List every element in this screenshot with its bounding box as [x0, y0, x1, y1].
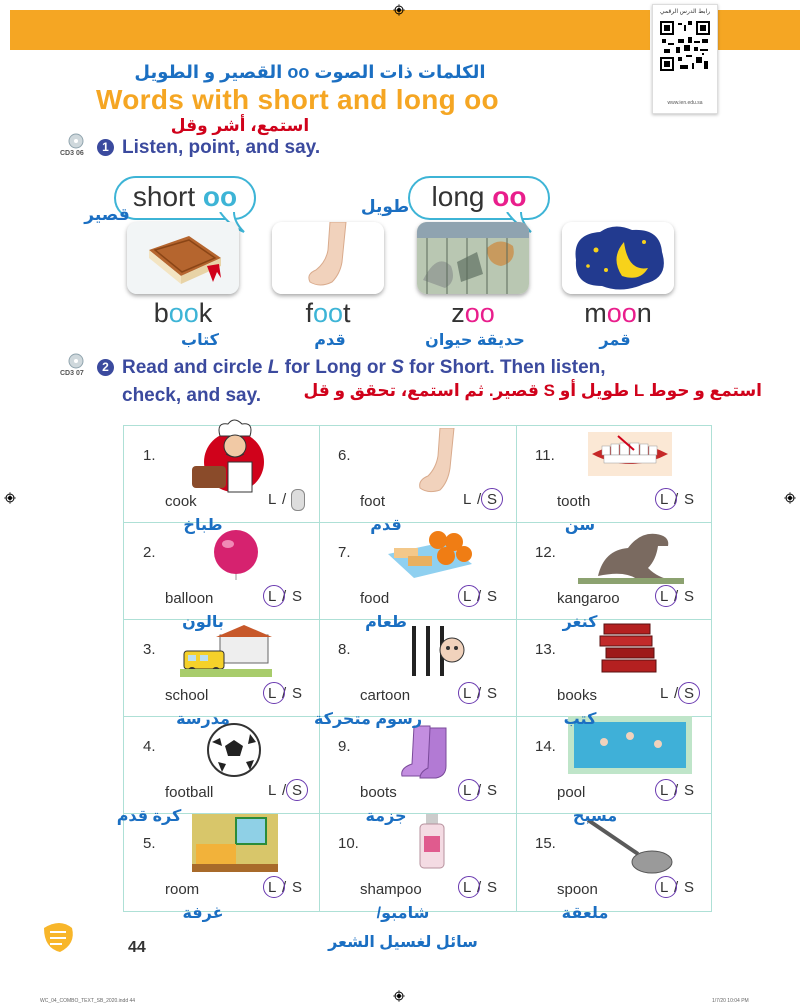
exercise1-instruction: Listen, point, and say.: [122, 137, 321, 158]
item-word: spoon: [557, 881, 598, 898]
choice-group: [263, 491, 323, 513]
choice-short[interactable]: S: [487, 782, 498, 799]
choice-long[interactable]: L: [463, 491, 472, 508]
footer-file: WC_04_COMBO_TEXT_SB_2020.indd 44: [40, 998, 136, 1004]
boots-icon: [400, 724, 458, 782]
item-arabic: كتب: [563, 711, 597, 728]
item-arabic: بالون: [182, 614, 224, 631]
exercise2-arabic: استمع و حوط L طويل أو S قصير. ثم استمع، تحقق و قل: [303, 381, 762, 400]
answer-circle-long: [655, 488, 677, 510]
item-word: books: [557, 687, 598, 704]
word-foot-oo: oo: [312, 298, 344, 328]
item-number: 11.: [535, 447, 555, 464]
word-foot-arabic: قدم: [314, 332, 346, 349]
choice-short[interactable]: S: [684, 588, 695, 605]
ex2-text-L: L: [267, 357, 280, 378]
item-word: room: [165, 881, 200, 898]
item-number: 14.: [535, 738, 556, 755]
choice-group: [655, 685, 715, 707]
choice-slash: /: [674, 782, 679, 799]
choice-short[interactable]: S: [684, 782, 695, 799]
choice-slash: /: [282, 491, 287, 508]
choice-short[interactable]: S: [684, 491, 695, 508]
header-bar-right: [718, 10, 800, 50]
choice-group: [458, 782, 518, 804]
choice-long[interactable]: L: [268, 588, 277, 605]
choice-slash: /: [282, 879, 287, 896]
book-picture: [127, 222, 239, 294]
answer-circle-short: [291, 489, 305, 511]
qr-label: رابط الدرس الرقمي: [659, 9, 711, 15]
choice-long[interactable]: L: [463, 782, 472, 799]
football-icon: [206, 722, 262, 778]
item-arabic: طعام: [365, 614, 407, 631]
choice-short[interactable]: S: [292, 879, 303, 896]
books-icon: [598, 620, 660, 678]
qr-code-icon[interactable]: [660, 21, 710, 71]
qr-url: www.ien.edu.sa: [667, 100, 703, 106]
item-word: pool: [557, 784, 586, 801]
choice-slash: /: [477, 782, 482, 799]
cd-track-1: CD3 06: [60, 150, 84, 157]
choice-short[interactable]: S: [487, 588, 498, 605]
word-moon-pre: m: [584, 298, 607, 328]
choice-slash: /: [674, 491, 679, 508]
registration-mark-icon: [393, 4, 405, 16]
footer-date: 1/7/20 10:04 PM: [712, 998, 749, 1004]
word-book-post: k: [198, 298, 213, 328]
choice-short[interactable]: S: [487, 685, 498, 702]
choice-long[interactable]: L: [268, 782, 277, 799]
item-number: 3.: [143, 641, 156, 658]
answer-circle-short: [481, 488, 503, 510]
item-word: school: [165, 687, 209, 704]
word-zoo-pre: z: [451, 298, 465, 328]
registration-mark-icon: [4, 492, 16, 504]
answer-circle-long: [458, 876, 480, 898]
word-zoo-oo: oo: [464, 298, 495, 328]
answer-circle-long: [263, 682, 285, 704]
choice-slash: /: [674, 588, 679, 605]
bubble-long-text: long: [431, 181, 493, 212]
qr-code-box[interactable]: [652, 4, 718, 114]
ex2-text-c: for Short. Then listen,: [403, 357, 606, 378]
item-word: tooth: [557, 493, 591, 510]
answer-circle-long: [655, 876, 677, 898]
item-arabic: غرفة: [182, 905, 224, 922]
cd-icon[interactable]: [68, 353, 84, 369]
item-number: 5.: [143, 835, 156, 852]
choice-short[interactable]: S: [684, 879, 695, 896]
choice-group: [458, 685, 518, 707]
choice-slash: /: [674, 879, 679, 896]
item-word: football: [165, 784, 214, 801]
item-number: 10.: [338, 835, 359, 852]
item-word: kangaroo: [557, 590, 620, 607]
answer-circle-long: [458, 779, 480, 801]
item-number: 13.: [535, 641, 556, 658]
item-number: 9.: [338, 738, 351, 755]
cd-track-2: CD3 07: [60, 370, 84, 377]
item-number: 6.: [338, 447, 351, 464]
item-number: 8.: [338, 641, 351, 658]
zoo-icon: [417, 222, 529, 294]
choice-group: [458, 879, 518, 901]
item-number: 2.: [143, 544, 156, 561]
word-foot-pre: f: [305, 298, 313, 328]
exercise2-instruction-line2: check, and say.: [122, 385, 262, 406]
moon-icon: [562, 222, 674, 294]
word-book-arabic: كتاب: [181, 332, 219, 349]
choice-group: [458, 491, 518, 513]
item-arabic: سن: [564, 517, 596, 534]
cd-icon[interactable]: [68, 133, 84, 149]
book-logo-icon: [40, 914, 76, 954]
foot-small-icon: [414, 428, 468, 498]
word-zoo: [413, 298, 533, 329]
answer-circle-short: [286, 779, 308, 801]
book-icon: [127, 222, 239, 294]
ex2-text-a: Read and circle: [122, 357, 268, 378]
word-foot: [268, 298, 388, 329]
page-title: Words with short and long oo: [96, 84, 499, 115]
choice-group: [655, 782, 715, 804]
item-word: cartoon: [360, 687, 411, 704]
answer-circle-long: [655, 585, 677, 607]
choice-long[interactable]: L: [660, 782, 669, 799]
choice-slash: /: [282, 685, 287, 702]
balloon-icon: [208, 528, 264, 580]
choice-long[interactable]: L: [660, 879, 669, 896]
header-bar: [10, 10, 650, 50]
page-number: 44: [128, 939, 146, 956]
word-foot-post: t: [343, 298, 351, 328]
item-number: 15.: [535, 835, 556, 852]
bubble-short-text: short: [132, 181, 203, 212]
choice-long[interactable]: L: [660, 588, 669, 605]
item-arabic: مسبح: [572, 808, 618, 825]
choice-group: [458, 588, 518, 610]
choice-long[interactable]: L: [660, 685, 669, 702]
choice-slash: /: [477, 685, 482, 702]
moon-picture: [562, 222, 674, 294]
choice-short[interactable]: S: [684, 685, 695, 702]
item-word: shampoo: [360, 881, 422, 898]
choice-slash: /: [282, 782, 287, 799]
item-word: foot: [360, 493, 386, 510]
word-book-pre: b: [153, 298, 169, 328]
answer-circle-long: [458, 585, 480, 607]
choice-long[interactable]: L: [268, 491, 277, 508]
item-arabic: شامبو/: [376, 905, 430, 922]
answer-circle-long: [263, 876, 285, 898]
bubble-long-arabic: طويل: [360, 197, 410, 216]
word-moon-post: n: [636, 298, 652, 328]
choice-slash: /: [674, 685, 679, 702]
item-arabic: رسوم متحركة: [313, 711, 423, 728]
choice-group: [263, 879, 323, 901]
choice-long[interactable]: L: [660, 491, 669, 508]
bubble-short-arabic: قصير: [84, 205, 130, 224]
item-arabic: ملعقة: [561, 905, 609, 922]
ex2-text-S: S: [391, 357, 404, 378]
bubble-long-oo-text: oo: [492, 181, 527, 212]
foot-icon: [272, 222, 384, 294]
choice-slash: /: [477, 588, 482, 605]
item-number: 7.: [338, 544, 351, 561]
item-number: 4.: [143, 738, 156, 755]
bubble-short-oo-text: oo: [202, 181, 238, 212]
answer-circle-long: [458, 682, 480, 704]
school-icon: [180, 625, 272, 679]
item-arabic: قدم: [370, 517, 402, 534]
choice-short[interactable]: S: [292, 588, 303, 605]
item-word: boots: [360, 784, 397, 801]
choice-slash: /: [282, 588, 287, 605]
registration-mark-icon: [393, 990, 405, 1002]
choice-long[interactable]: L: [463, 588, 472, 605]
item-arabic: مدرسة: [176, 711, 230, 728]
word-moon-arabic: قمر: [599, 332, 631, 349]
exercise2-instruction-line1: [122, 357, 606, 379]
zoo-picture: [417, 222, 529, 294]
room-icon: [192, 814, 278, 872]
choice-long[interactable]: L: [268, 685, 277, 702]
choice-short[interactable]: S: [487, 879, 498, 896]
choice-short[interactable]: S: [487, 491, 498, 508]
item-arabic: كرة قدم: [116, 808, 182, 825]
choice-group: [655, 588, 715, 610]
word-book: [123, 298, 243, 329]
choice-group: [263, 685, 323, 707]
foot-picture: [272, 222, 384, 294]
tooth-icon: [588, 432, 672, 476]
registration-mark-icon: [784, 492, 796, 504]
choice-long[interactable]: L: [463, 879, 472, 896]
word-zoo-arabic: حديقة حيوان: [425, 332, 525, 349]
answer-circle-long: [655, 779, 677, 801]
word-moon-oo: oo: [606, 298, 637, 328]
ex2-text-b: for Long or: [279, 357, 392, 378]
item-arabic: جزمة: [365, 808, 407, 825]
item-word: cook: [165, 493, 197, 510]
answer-circle-long: [263, 585, 285, 607]
exercise1-arabic: استمع، أشر وقل: [170, 116, 310, 135]
item-number: 1.: [143, 447, 156, 464]
title-arabic: الكلمات ذات الصوت oo القصير و الطويل: [134, 62, 486, 82]
shampoo-arabic-2: سائل لغسيل الشعر: [328, 934, 478, 951]
word-moon: [558, 298, 678, 329]
choice-long[interactable]: L: [463, 685, 472, 702]
answer-circle-short: [678, 682, 700, 704]
choice-group: [655, 491, 715, 513]
choice-group: [263, 588, 323, 610]
choice-long[interactable]: L: [268, 879, 277, 896]
choice-short[interactable]: S: [292, 685, 303, 702]
choice-slash: /: [477, 879, 482, 896]
item-arabic: طباخ: [183, 517, 223, 534]
item-word: food: [360, 590, 390, 607]
exercise1-number: 1: [97, 139, 114, 156]
item-number: 12.: [535, 544, 556, 561]
item-word: balloon: [165, 590, 214, 607]
choice-short[interactable]: S: [292, 782, 303, 799]
word-book-oo: oo: [168, 298, 199, 328]
item-arabic: كنغر: [562, 614, 598, 631]
choice-group: [263, 782, 323, 804]
exercise2-number: 2: [97, 359, 114, 376]
choice-group: [655, 879, 715, 901]
cook-icon: [188, 418, 274, 496]
choice-slash: /: [477, 491, 482, 508]
